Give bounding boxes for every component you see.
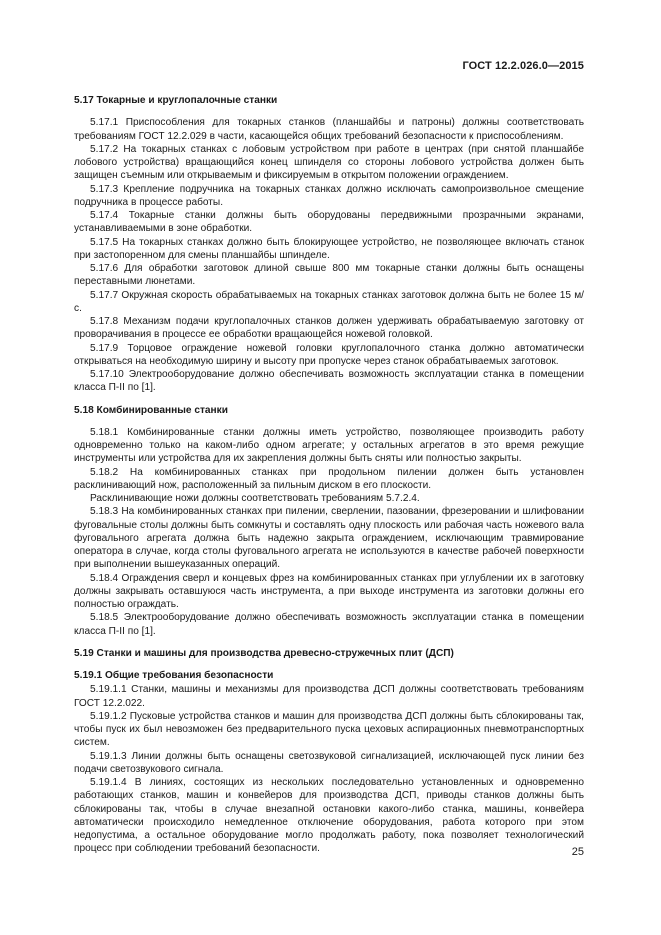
paragraph-5-17-8: 5.17.8 Механизм подачи круглопалочных станков должен удерживать обрабатываемую заготовку от проворачивания в процессе ее обработки вращающейся ножевой головкой. — [74, 316, 584, 341]
paragraph-5-17-4: 5.17.4 Токарные станки должны быть оборудованы передвижными прозрачными экранами, устанавливаемыми в зоне обработки. — [74, 210, 584, 235]
paragraph-5-18-2b: Расклинивающие ножи должны соответствовать требованиям 5.7.2.4. — [90, 493, 420, 504]
paragraph-5-19-1-3: 5.19.1.3 Линии должны быть оснащены светозвуковой сигнализацией, исключающей пуск линии без подачи светозвукового сигнала. — [74, 750, 584, 775]
section-5-17-title: 5.17 Токарные и круглопалочные станки — [74, 95, 278, 106]
section-spacer — [74, 395, 584, 404]
paragraph-5-17-6: 5.17.6 Для обработки заготовок длиной свыше 800 мм токарные станки должны быть оснащены переставными люнетами. — [74, 263, 584, 288]
paragraph-5-18-4: 5.18.4 Ограждения сверл и концевых фрез на комбинированных станках при углублении их в заготовку должны закрывать оставшуюся часть инструмента, а при выходе инструмента из заготовки должны его полностью ограждать. — [74, 572, 584, 610]
paragraph-5-18-5: 5.18.5 Электрооборудование должно обеспечивать возможность эксплуатации станка в помещении класса П-II по [1]. — [74, 612, 584, 637]
paragraph-5-17-5: 5.17.5 На токарных станках должно быть блокирующее устройство, не позволяющее включать станок при застопоренном для смены планшайбы шпинделе. — [74, 236, 584, 261]
paragraph-5-19-1-4: 5.19.1.4 В линиях, состоящих из нескольких последовательно установленных и одновременно работающих станков, машин и конвейеров для производства ДСП, приводы станков должны быть сблокированы так, чтобы в случае внезапной остановки какого-либо станка, машины, конвейера автоматически происходило немедленное отключение оборудования, работа которого при этом недопустима, а остальное оборудование могло продолжать работу, пока позволяет технологический процесс при соблюдении требований безопасности. — [74, 777, 584, 855]
paragraph-5-18-1: 5.18.1 Комбинированные станки должны иметь устройство, позволяющее производить работу одновременно только на каком-либо одном агрегате; у остальных агрегатов в это время режущие инструменты или устройства для их закрепления должны быть сняты или полностью закрыты. — [74, 426, 584, 465]
section-spacer — [74, 638, 584, 647]
document-body — [74, 94, 584, 856]
subsection-5-19-1-title: 5.19.1 Общие требования безопасности — [74, 670, 274, 681]
paragraph-5-17-2: 5.17.2 На токарных станках с лобовым устройством при работе в центрах (при снятой планшайбе лобового устройства) вращающийся конец шпинделя со стороны лобового устройства должен быть защищен съемным или открываемым и фиксируемым в открытом положении ограждением. — [74, 143, 584, 182]
paragraph-5-18-2: 5.18.2 На комбинированных станках при продольном пилении должен быть установлен расклинивающий нож, расположенный за пильным диском в его плоскости. — [74, 466, 584, 491]
paragraph-5-19-1-1: 5.19.1.1 Станки, машины и механизмы для производства ДСП должны соответствовать требованиям ГОСТ 12.2.022. — [74, 684, 584, 709]
paragraph-5-19-1-2: 5.19.1.2 Пусковые устройства станков и машин для производства ДСП должны быть сблокированы так, чтобы пуск их был невозможен без предварительного пуска цеховых аспирационных пневмотранспортных систем. — [74, 710, 584, 749]
paragraph-5-17-9: 5.17.9 Торцовое ограждение ножевой головки круглопалочного станка должно автоматически открываться на необходимую ширину и высоту при пропуске через станок обрабатываемых заготовок. — [74, 342, 584, 367]
section-5-19-title: 5.19 Станки и машины для производства древесно-стружечных плит (ДСП) — [74, 647, 454, 659]
paragraph-5-17-7: 5.17.7 Окружная скорость обрабатываемых на токарных станках заготовок должна быть не более 15 м/с. — [74, 289, 584, 314]
page-number: 25 — [571, 846, 584, 858]
paragraph-5-18-3: 5.18.3 На комбинированных станках при пилении, сверлении, пазовании, фрезеровании и шлифовании фуговальные столы должны быть сомкнуты и составлять одну плоскость или рабочая часть ножевого вала фуговального агрегата должна быть надежно закрыта ограждением, исключающим травмирование оператора в случае, когда столы фуговального агрегата не используются в качестве рабочей поверхности при выполнении вышеуказанных операций. — [74, 506, 584, 571]
section-5-18-title: 5.18 Комбинированные станки — [74, 404, 228, 416]
paragraph-5-17-1: 5.17.1 Приспособления для токарных станков (планшайбы и патроны) должны соответствовать требованиям ГОСТ 12.2.029 в части, касающейся общих требований безопасности к приспособлениям. — [74, 117, 584, 142]
standard-header: ГОСТ 12.2.026.0—2015 — [462, 60, 584, 72]
paragraph-5-17-3: 5.17.3 Крепление подручника на токарных станках должно исключать самопроизвольное смещение подручника в процессе работы. — [74, 183, 584, 208]
paragraph-5-17-10: 5.17.10 Электрооборудование должно обеспечивать возможность эксплуатации станка в помещении класса П-II по [1]. — [74, 369, 584, 394]
